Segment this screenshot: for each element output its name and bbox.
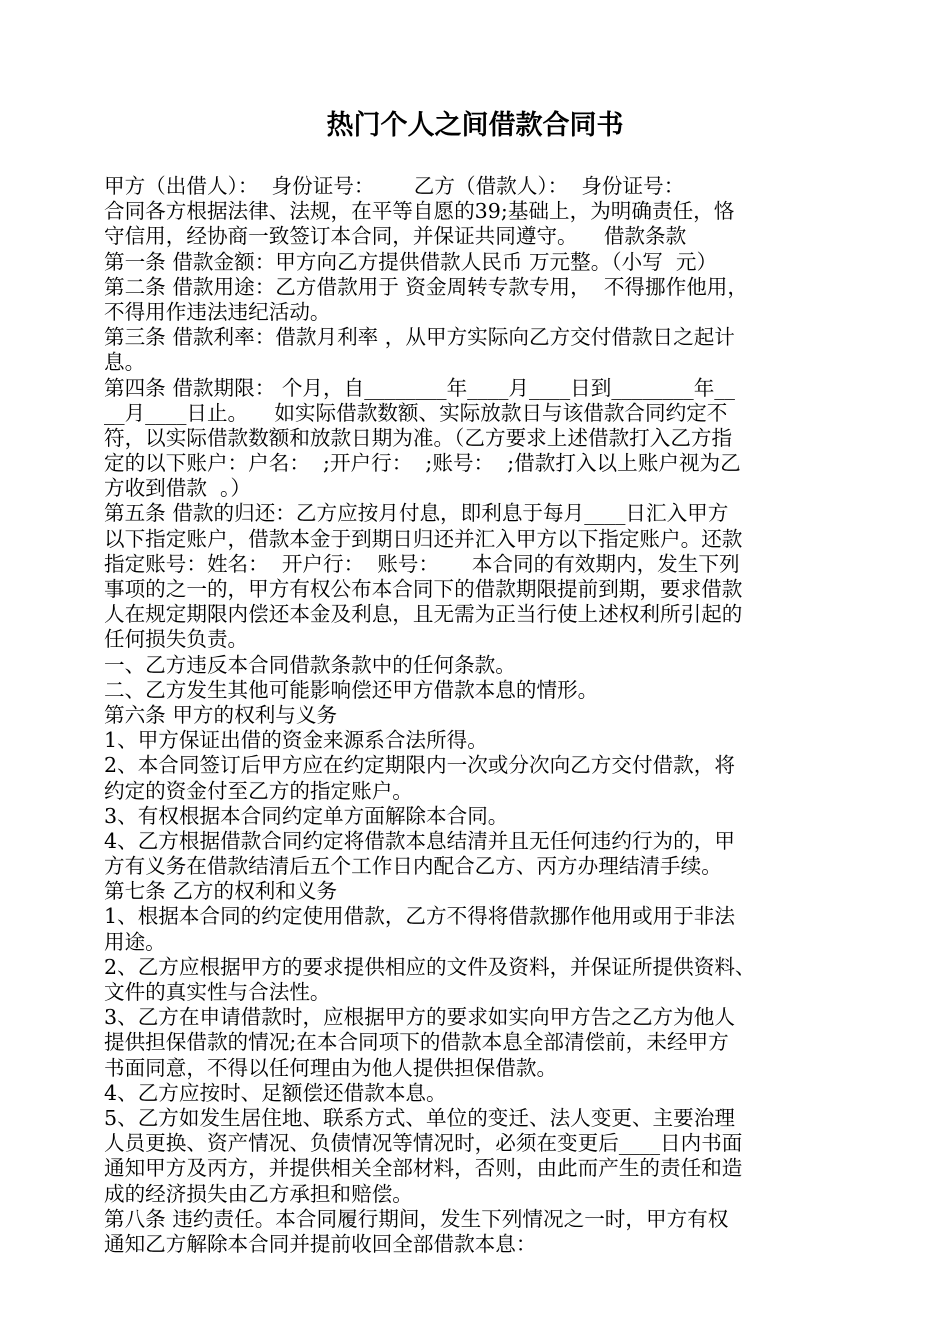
text-line: 第三条 借款利率：借款月利率 ，从甲方实际向乙方交付借款日之起计 [104, 325, 735, 350]
text-line: 第八条 违约责任。本合同履行期间，发生下列情况之一时，甲方有权 [104, 1206, 729, 1231]
text-line: 定的以下账户：户名： ;开户行： ;账号： ;借款打入以上账户视为乙 [104, 451, 741, 476]
text-line: 用途。 [104, 929, 166, 954]
text-line: 第五条 借款的归还：乙方应按月付息，即利息于每月____日汇入甲方 [104, 501, 729, 526]
text-line: 1、根据本合同的约定使用借款，乙方不得将借款挪作他用或用于非法 [104, 904, 735, 929]
text-line: 2、乙方应根据甲方的要求提供相应的文件及资料，并保证所提供资料、 [104, 954, 756, 979]
text-line: 4、乙方应按时、足额偿还借款本息。 [104, 1080, 447, 1105]
text-line: 方有义务在借款结清后五个工作日内配合乙方、丙方办理结清手续。 [104, 854, 722, 879]
text-line: 4、乙方根据借款合同约定将借款本息结清并且无任何违约行为的，甲 [104, 828, 735, 853]
text-line: 二、乙方发生其他可能影响偿还甲方借款本息的情形。 [104, 677, 599, 702]
text-line: 第一条 借款金额：甲方向乙方提供借款人民币 万元整。（小写 元） [104, 249, 718, 274]
text-line: 事项的之一的，甲方有权公布本合同下的借款期限提前到期，要求借款 [104, 577, 743, 601]
text-line: 第二条 借款用途：乙方借款用于 资金周转专款专用， 不得挪作他用， [104, 274, 748, 299]
text-line: 息。 [104, 350, 146, 375]
text-line: 书面同意，不得以任何理由为他人提供担保借款。 [104, 1055, 558, 1080]
text-line: 甲方（出借人）： 身份证号： 乙方（借款人）： 身份证号： [104, 174, 685, 198]
text-line: 第六条 甲方的权利与义务 [104, 702, 338, 727]
text-line: 3、乙方在申请借款时，应根据甲方的要求如实向甲方告之乙方为他人 [104, 1005, 735, 1030]
text-line: 文件的真实性与合法性。 [104, 980, 331, 1004]
text-line: 以下指定账户，借款本金于到期日归还并汇入甲方以下指定账户。还款 [104, 526, 743, 551]
text-line: 符，以实际借款数额和放款日期为准。（乙方要求上述借款打入乙方指 [104, 425, 733, 450]
text-line: 第七条 乙方的权利和义务 [104, 879, 338, 904]
text-line: 人员更换、资产情况、负债情况等情况时，必须在变更后____日内书面 [104, 1131, 743, 1156]
text-line: 一、乙方违反本合同借款条款中的任何条款。 [104, 652, 516, 677]
contract-body [104, 174, 864, 1257]
text-line: 2、本合同签订后甲方应在约定期限内一次或分次向乙方交付借款，将 [104, 753, 735, 778]
text-line: 通知乙方解除本合同并提前收回全部借款本息： [104, 1231, 537, 1256]
text-line: 人在规定期限内偿还本金及利息，且无需为正当行使上述权利所引起的 [104, 602, 743, 627]
text-line: 5、乙方如发生居住地、联系方式、单位的变迁、法人变更、主要治理 [104, 1105, 735, 1130]
text-line: 3、有权根据本合同约定单方面解除本合同。 [104, 803, 509, 828]
text-line: 不得用作违法违纪活动。 [104, 299, 331, 324]
text-line: 守信用，经协商一致签订本合同，并保证共同遵守。 借款条款 [104, 224, 687, 249]
text-line: 1、甲方保证出借的资金来源系合法所得。 [104, 728, 488, 753]
text-line: 指定账号：姓名： 开户行： 账号： 本合同的有效期内，发生下列 [104, 551, 740, 576]
text-line: 约定的资金付至乙方的指定账户。 [104, 778, 413, 803]
text-line: 通知甲方及丙方，并提供相关全部材料，否则，由此而产生的责任和造 [104, 1156, 743, 1181]
text-line: __月____日止。 如实际借款数额、实际放款日与该借款合同约定不 [104, 400, 728, 425]
text-line: 合同各方根据法律、法规，在平等自愿的39;基础上，为明确责任，恪 [104, 199, 735, 224]
text-line: 方收到借款 。） [104, 476, 251, 501]
document-title: 热门个人之间借款合同书 [326, 110, 624, 141]
text-line: 任何损失负责。 [104, 627, 249, 652]
text-line: 第四条 借款期限： 个月，自________年____月____日到________年__ [104, 375, 735, 400]
text-line: 成的经济损失由乙方承担和赔偿。 [104, 1181, 413, 1206]
text-line: 提供担保借款的情况;在本合同项下的借款本息全部清偿前，未经甲方 [104, 1030, 729, 1055]
